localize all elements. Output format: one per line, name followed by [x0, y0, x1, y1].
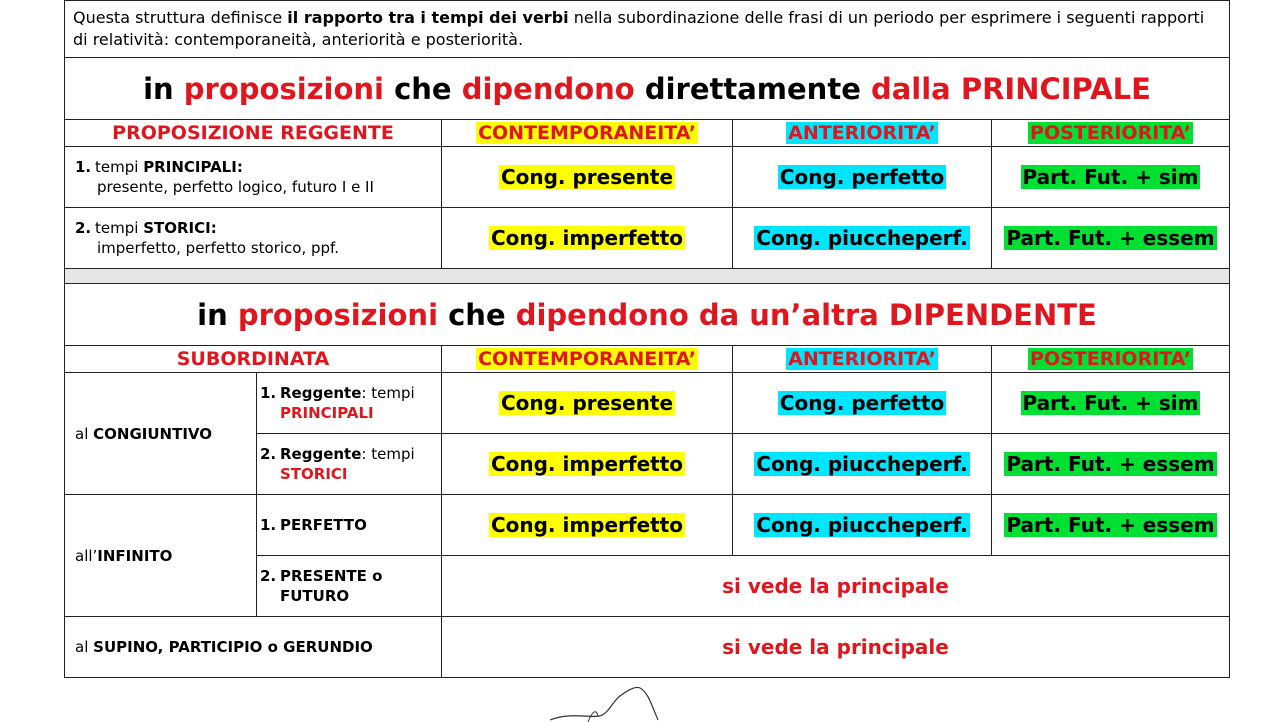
- title-part: in: [197, 297, 238, 332]
- cell-posteriorita: [992, 147, 1230, 208]
- row-red: STORICI: [280, 465, 348, 483]
- row-bold: STORICI:: [143, 219, 217, 237]
- row-rest: : tempi: [361, 445, 415, 463]
- label-pre: al: [75, 638, 94, 656]
- cell-posteriorita: [992, 208, 1230, 269]
- header-posteriorita: [992, 346, 1230, 373]
- row-rest: : tempi: [361, 384, 415, 402]
- label-congiuntivo: [65, 373, 257, 495]
- cell-value: Part. Fut. + essem: [1006, 452, 1215, 476]
- row-number: 1.: [260, 384, 277, 402]
- header-contemporaneita: [442, 120, 733, 147]
- header-label: ANTERIORITA’: [788, 122, 936, 144]
- signature-stroke: [550, 687, 658, 720]
- cell-value: Cong. imperfetto: [490, 226, 684, 250]
- cell-value: Part. Fut. + sim: [1022, 391, 1199, 415]
- row-bold: Reggente: [280, 445, 362, 463]
- reggente-storici: [65, 208, 442, 269]
- row-pre: tempi: [95, 219, 144, 237]
- intro-text-rest: nella subordinazione delle frasi di un periodo per esprimere i seguenti rapporti di relatività: contemporaneità, anteriorità e posteriorità.: [73, 8, 1205, 49]
- cell-value: Cong. presente: [500, 391, 674, 415]
- infinito-presente-futuro: [257, 556, 442, 617]
- cell-anteriorita: [733, 434, 992, 495]
- section-title-principale: [65, 58, 1230, 120]
- label-infinito: [65, 495, 257, 617]
- cell-value: Cong. perfetto: [779, 165, 945, 189]
- header-anteriorita: [733, 120, 992, 147]
- header-label: CONTEMPORANEITA’: [478, 122, 696, 144]
- header-label: CONTEMPORANEITA’: [478, 348, 696, 370]
- reggente-principali: [65, 147, 442, 208]
- row-pre: tempi: [95, 158, 144, 176]
- header-posteriorita: [992, 120, 1230, 147]
- verb-tense-table: [64, 0, 1230, 678]
- title-part: proposizioni: [237, 297, 439, 332]
- title-part: che: [384, 71, 462, 106]
- title-part: direttamente: [634, 71, 871, 106]
- section-title-dipendente: [65, 284, 1230, 346]
- cell-anteriorita: [733, 495, 992, 556]
- si-vede-principale: si vede la principale: [442, 617, 1230, 678]
- row-number: 1.: [75, 158, 92, 176]
- header-contemporaneita: [442, 346, 733, 373]
- label-bold: SUPINO, PARTICIPIO o GERUNDIO: [93, 638, 373, 656]
- title-part: dipendono da un’altra DIPENDENTE: [515, 297, 1097, 332]
- row-desc: imperfetto, perfetto storico, ppf.: [97, 239, 339, 257]
- cell-value: Part. Fut. + essem: [1006, 513, 1215, 537]
- header-reggente: PROPOSIZIONE REGGENTE: [65, 120, 442, 147]
- title-part: che: [438, 297, 516, 332]
- cell-contemporaneita: [442, 208, 733, 269]
- cell-value: Part. Fut. + essem: [1006, 226, 1215, 250]
- cell-anteriorita: [733, 147, 992, 208]
- intro-bold: il rapporto tra i tempi dei verbi: [287, 8, 569, 27]
- cell-value: Part. Fut. + sim: [1022, 165, 1199, 189]
- infinito-perfetto: [257, 495, 442, 556]
- cell-contemporaneita: [442, 495, 733, 556]
- label-bold: CONGIUNTIVO: [93, 424, 212, 443]
- label-pre: all’: [75, 546, 98, 565]
- intro-paragraph: [65, 1, 1230, 58]
- row-bold: PRINCIPALI:: [143, 158, 243, 176]
- cell-value: Cong. piuccheperf.: [756, 513, 968, 537]
- row-number: 1.: [260, 516, 277, 534]
- row-bold: FUTURO: [280, 587, 350, 605]
- row-bold: PRESENTE o: [280, 567, 383, 585]
- title-part: dalla PRINCIPALE: [870, 71, 1151, 106]
- row-desc: presente, perfetto logico, futuro I e II: [97, 178, 374, 196]
- row-bold: PERFETTO: [280, 516, 367, 534]
- header-subordinata: SUBORDINATA: [65, 346, 442, 373]
- header-label: POSTERIORITA’: [1030, 348, 1191, 370]
- cell-value: Cong. imperfetto: [490, 452, 684, 476]
- row-number: 2.: [260, 445, 277, 463]
- cell-anteriorita: [733, 373, 992, 434]
- title-part: proposizioni: [183, 71, 384, 106]
- row-bold: Reggente: [280, 384, 362, 402]
- cell-posteriorita: [992, 434, 1230, 495]
- reggente-principali: [257, 373, 442, 434]
- title-part: in: [143, 71, 184, 106]
- cell-anteriorita: [733, 208, 992, 269]
- signature-scribble: [540, 682, 680, 722]
- header-anteriorita: [733, 346, 992, 373]
- title-part: dipendono: [461, 71, 635, 106]
- label-supino: [65, 617, 442, 678]
- cell-value: Cong. imperfetto: [490, 513, 684, 537]
- si-vede-principale: si vede la principale: [442, 556, 1230, 617]
- grammar-document: [64, 0, 1229, 678]
- label-bold: INFINITO: [97, 546, 173, 565]
- row-number: 2.: [260, 567, 277, 585]
- cell-value: Cong. presente: [500, 165, 674, 189]
- row-red: PRINCIPALI: [280, 404, 374, 422]
- row-number: 2.: [75, 219, 92, 237]
- cell-value: Cong. piuccheperf.: [756, 452, 968, 476]
- cell-value: Cong. perfetto: [779, 391, 945, 415]
- header-label: POSTERIORITA’: [1030, 122, 1191, 144]
- reggente-storici: [257, 434, 442, 495]
- cell-posteriorita: [992, 495, 1230, 556]
- header-label: ANTERIORITA’: [788, 348, 936, 370]
- cell-contemporaneita: [442, 434, 733, 495]
- cell-value: Cong. piuccheperf.: [756, 226, 968, 250]
- cell-posteriorita: [992, 373, 1230, 434]
- cell-contemporaneita: [442, 147, 733, 208]
- label-pre: al: [75, 424, 94, 443]
- intro-text: Questa struttura definisce: [73, 8, 288, 27]
- section-divider: [65, 269, 1230, 284]
- cell-contemporaneita: [442, 373, 733, 434]
